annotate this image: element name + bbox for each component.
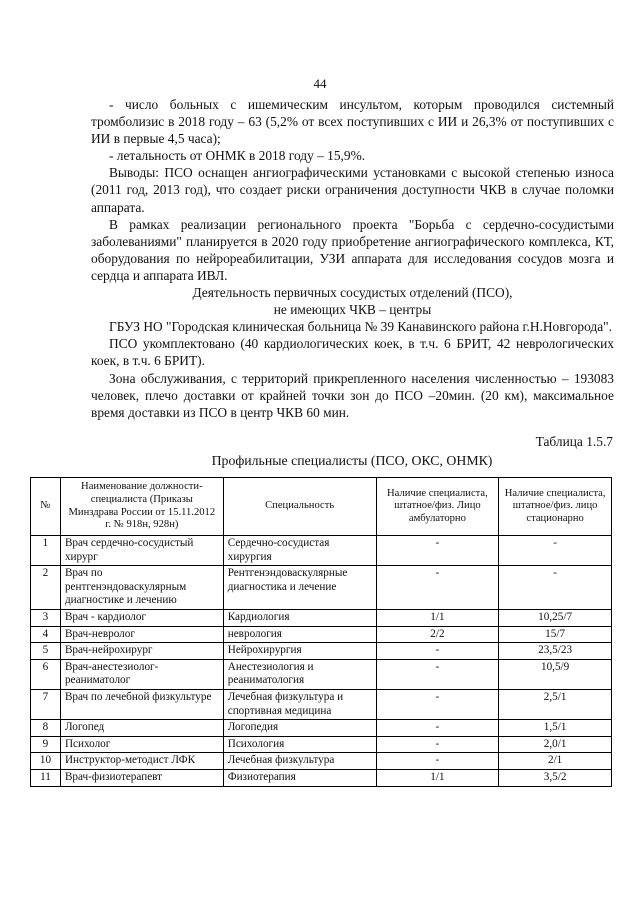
cell: 1/1: [376, 769, 499, 786]
cell: Анестезиология и реаниматология: [223, 659, 376, 689]
cell: -: [499, 536, 612, 566]
cell: 11: [31, 769, 61, 786]
cell: 8: [31, 720, 61, 737]
cell: Логопедия: [223, 720, 376, 737]
cell: -: [376, 536, 499, 566]
table-row: [31, 736, 612, 753]
cell: 1: [31, 536, 61, 566]
cell: 2/1: [499, 753, 612, 770]
table-row: [31, 769, 612, 786]
table-row: [31, 643, 612, 660]
cell: Врач-физиотерапевт: [60, 769, 223, 786]
cell: -: [376, 659, 499, 689]
cell: -: [376, 720, 499, 737]
cell: 2,5/1: [499, 689, 612, 719]
cell: 7: [31, 689, 61, 719]
cell: Врач-невролог: [60, 626, 223, 643]
cell: Кардиология: [223, 609, 376, 626]
paragraph: Выводы: ПСО оснащен ангиографическими установками с высокой степенью износа (2011 год, 2013 год), что создает риски ограничения доступности ЧКВ в случае поломки аппарата.: [91, 165, 614, 215]
cell: -: [376, 736, 499, 753]
table-row: [31, 626, 612, 643]
cell: 10: [31, 753, 61, 770]
header-cell: Наличие специалиста, штатное/физ. Лицо амбулаторно: [376, 478, 499, 536]
table-row: [31, 536, 612, 566]
cell: 3: [31, 609, 61, 626]
cell: 2,0/1: [499, 736, 612, 753]
cell: Врач-нейрохирург: [60, 643, 223, 660]
cell: 9: [31, 736, 61, 753]
cell: Психология: [223, 736, 376, 753]
cell: Инструктор-методист ЛФК: [60, 753, 223, 770]
cell: Рентгенэндоваскулярные диагностика и лечение: [223, 566, 376, 610]
cell: Психолог: [60, 736, 223, 753]
cell: 1,5/1: [499, 720, 612, 737]
table-title: Профильные специалисты (ПСО, ОКС, ОНМК): [211, 453, 493, 468]
cell: Нейрохирургия: [223, 643, 376, 660]
table-caption: Таблица 1.5.7: [535, 434, 613, 449]
table-row: [31, 659, 612, 689]
section-heading-line1: Деятельность первичных сосудистых отделений (ПСО),: [192, 285, 513, 301]
cell: Физиотерапия: [223, 769, 376, 786]
cell: Лечебная физкультура: [223, 753, 376, 770]
table-row: [31, 720, 612, 737]
paragraph: - летальность от ОНМК в 2018 году – 15,9%.: [109, 148, 366, 164]
header-cell: №: [31, 478, 61, 536]
header-cell: Наименование должности-специалиста (Приказы Минздрава России от 15.11.2012 г. № 918н, 928н): [60, 478, 223, 536]
cell: 3,5/2: [499, 769, 612, 786]
cell: 15/7: [499, 626, 612, 643]
cell: -: [376, 753, 499, 770]
cell: 10,5/9: [499, 659, 612, 689]
cell: Сердечно-сосудистая хирургия: [223, 536, 376, 566]
cell: Врач-анестезиолог-реаниматолог: [60, 659, 223, 689]
section-heading-line2: не имеющих ЧКВ – центры: [273, 302, 432, 318]
cell: 1/1: [376, 609, 499, 626]
cell: 5: [31, 643, 61, 660]
specialists-table: [30, 477, 612, 787]
header-cell: Специальность: [223, 478, 376, 536]
table-header-row: [31, 478, 612, 536]
paragraph: Зона обслуживания, с территорий прикрепленного населения численностью – 193083 человек, плечо доставки от крайней точки зон до ПСО –20мин. (20 км), максимальное время доставки из ПСО в центр ЧКВ 60 мин.: [91, 370, 614, 420]
table-row: [31, 609, 612, 626]
paragraph: В рамках реализации регионального проекта "Борьба с сердечно-сосудистыми заболеваниями" планируется в 2020 году приобретение ангиографического комплекса, КТ, оборудования по нейрореабилитации, УЗИ аппарата для исследования сосудов мозга и сердца и аппарата ИВЛ.: [91, 216, 614, 283]
cell: Лечебная физкультура и спортивная медицина: [223, 689, 376, 719]
cell: неврология: [223, 626, 376, 643]
table-row: [31, 753, 612, 770]
cell: Врач по лечебной физкультуре: [60, 689, 223, 719]
paragraph: - число больных с ишемическим инсультом, которым проводился системный тромболизис в 2018 году – 63 (5,2% от всех поступивших с ИИ и 26,3% от поступивших с ИИ в первые 4,5 часа);: [91, 97, 614, 147]
cell: 23,5/23: [499, 643, 612, 660]
header-cell: Наличие специалиста, штатное/физ. лицо стационарно: [499, 478, 612, 536]
cell: 10,25/7: [499, 609, 612, 626]
cell: -: [376, 689, 499, 719]
paragraph: ПСО укомплектовано (40 кардиологических коек, в т.ч. 6 БРИТ, 42 неврологических коек, в т.ч. 6 БРИТ).: [91, 336, 614, 369]
cell: Логопед: [60, 720, 223, 737]
cell: 2: [31, 566, 61, 610]
cell: -: [376, 643, 499, 660]
cell: 2/2: [376, 626, 499, 643]
table-row: [31, 689, 612, 719]
table-row: [31, 566, 612, 610]
cell: 4: [31, 626, 61, 643]
body-text: [91, 96, 614, 421]
cell: 6: [31, 659, 61, 689]
cell: -: [499, 566, 612, 610]
cell: -: [376, 566, 499, 610]
cell: Врач по рентгенэндоваскулярным диагностике и лечению: [60, 566, 223, 610]
cell: Врач сердечно-сосудистый хирург: [60, 536, 223, 566]
cell: Врач - кардиолог: [60, 609, 223, 626]
paragraph: ГБУЗ НО "Городская клиническая больница № 39 Канавинского района г.Н.Новгорода".: [109, 319, 612, 335]
page-number: 44: [313, 76, 327, 91]
